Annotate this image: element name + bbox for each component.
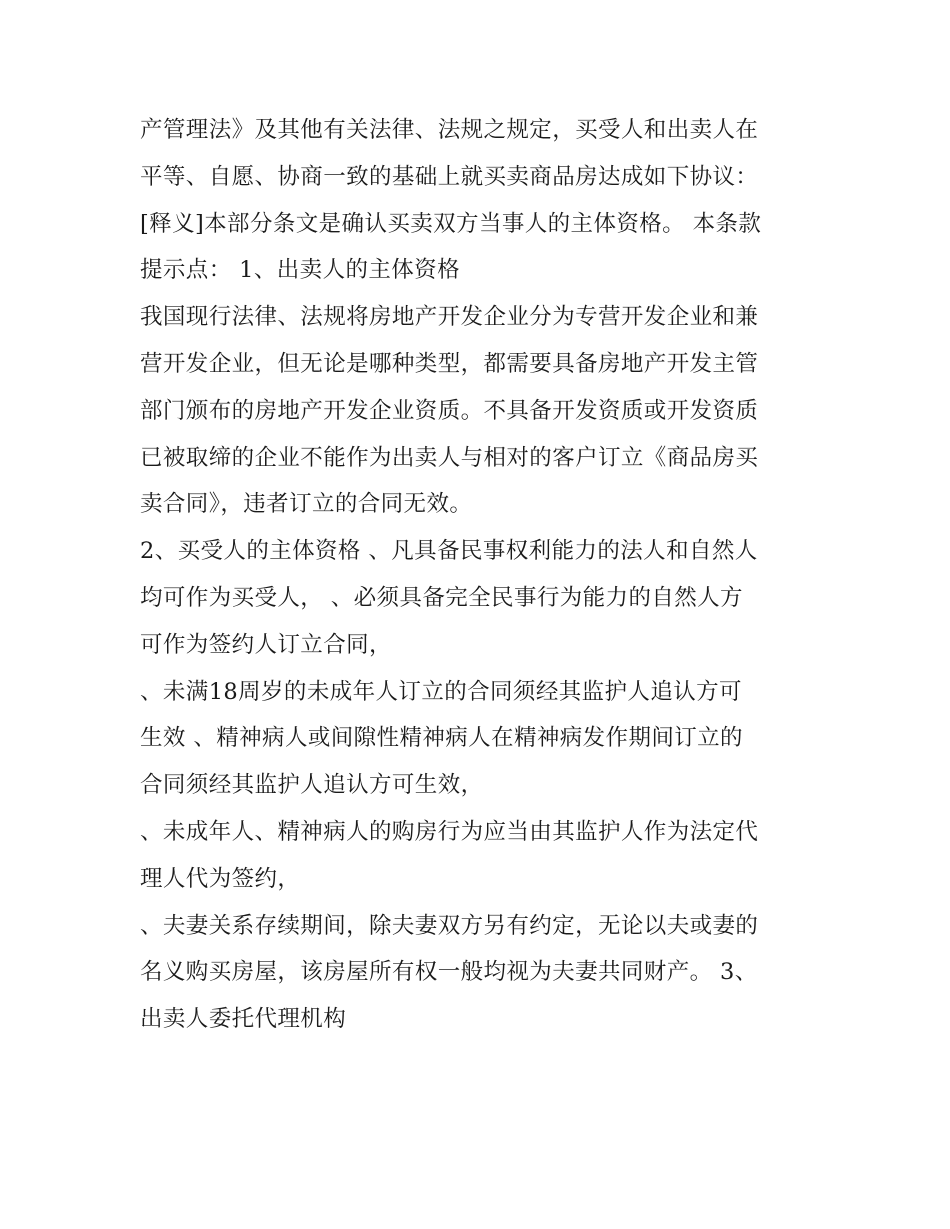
text-line: 、夫妻关系存续期间，除夫妻双方另有约定，无论以夫或妻的 (140, 912, 759, 939)
text-line: 生效 、精神病人或间隙性精神病人在精神病发作期间订立的 (140, 725, 743, 752)
text-line: 营开发企业，但无论是哪种类型，都需要具备房地产开发主管 (140, 350, 759, 377)
text-line: 平等、自愿、协商一致的基础上就买卖商品房达成如下协议： (140, 163, 759, 190)
text-line: 2、买受人的主体资格 、凡具备民事权利能力的法人和自然人 (140, 538, 758, 565)
text-line: 卖合同》，违者订立的合同无效。 (140, 491, 473, 518)
text-line: 理人代为签约， (140, 865, 301, 892)
text-line: 可作为签约人订立合同， (140, 631, 392, 658)
text-line: 已被取缔的企业不能作为出卖人与相对的客户订立《商品房买 (140, 444, 759, 471)
text-line: 部门颁布的房地产开发企业资质。不具备开发资质或开发资质 (140, 397, 759, 424)
text-line: 均可作为买受人， 、必须具备完全民事行为能力的自然人方 (140, 584, 743, 611)
text-line: 我国现行法律、法规将房地产开发企业分为专营开发企业和兼 (140, 304, 759, 331)
text-line: 、未满18周岁的未成年人订立的合同须经其监护人追认方可 (140, 678, 742, 705)
text-line: 提示点： 1、出卖人的主体资格 (140, 257, 460, 284)
text-line: [释义]本部分条文是确认买卖双方当事人的主体资格。 本条款 (140, 210, 762, 237)
text-line: 、未成年人、精神病人的购房行为应当由其监护人作为法定代 (140, 818, 759, 845)
document-body (140, 107, 820, 1043)
text-line: 名义购买房屋，该房屋所有权一般均视为夫妻共同财产。 3、 (140, 959, 758, 986)
text-line: 产管理法》及其他有关法律、法规之规定，买受人和出卖人在 (140, 117, 759, 143)
text-line: 出卖人委托代理机构 (140, 1006, 347, 1033)
text-line: 合同须经其监护人追认方可生效， (140, 772, 484, 799)
